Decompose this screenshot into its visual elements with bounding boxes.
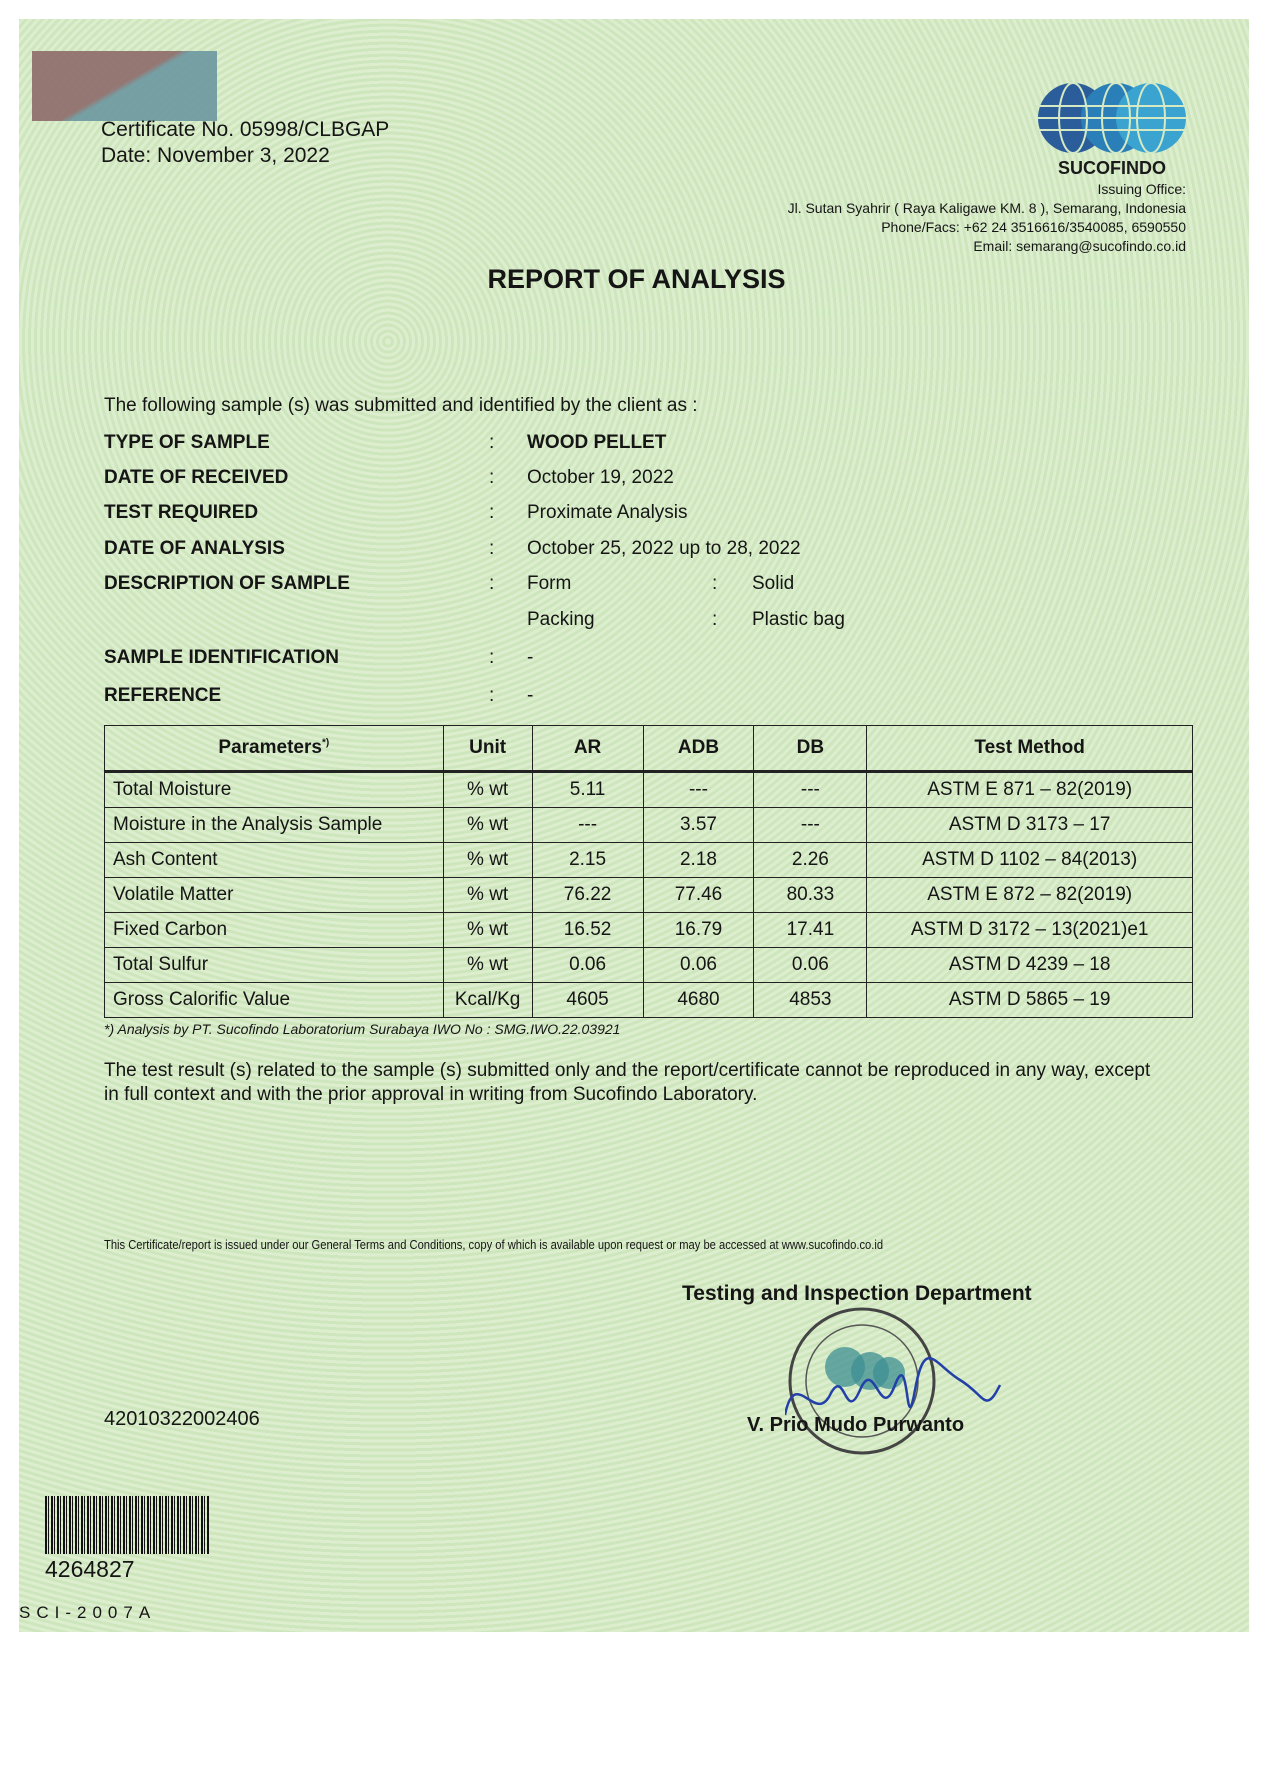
- cell-parameter: Fixed Carbon: [105, 913, 444, 948]
- colon: :: [712, 609, 718, 630]
- cell-unit: % wt: [443, 913, 532, 948]
- security-hologram: [32, 51, 217, 121]
- office-phone: Phone/Facs: +62 24 3516616/3540085, 6590550: [881, 219, 1186, 235]
- terms-text: This Certificate/report is issued under our General Terms and Conditions, copy of which is available upon request or may be accessed at www.sucofindo.co.id: [104, 1237, 884, 1252]
- report-title: REPORT OF ANALYSIS: [487, 264, 786, 294]
- cell-adb-value: 3.57: [643, 808, 754, 843]
- colon: :: [489, 647, 495, 668]
- table-row: [105, 983, 1193, 1018]
- description-packing-value: Plastic bag: [752, 609, 845, 630]
- cell-db-value: 0.06: [754, 948, 867, 983]
- table-row: [105, 772, 1193, 808]
- cell-test-method: ASTM D 3173 – 17: [867, 808, 1193, 843]
- cell-ar-value: 16.52: [532, 913, 643, 948]
- issuing-office: [788, 180, 1186, 256]
- cell-parameter: Volatile Matter: [105, 878, 444, 913]
- disclaimer-text: The test result (s) related to the sample (s) submitted only and the report/certificate cannot be reproduced in any way, except in full context and with the prior approval in writing from Sucofindo Laboratory.: [104, 1060, 1151, 1105]
- cell-unit: % wt: [443, 843, 532, 878]
- certificate-number: Certificate No. 05998/CLBGAP: [101, 118, 390, 141]
- cell-unit: % wt: [443, 948, 532, 983]
- cell-ar-value: 2.15: [532, 843, 643, 878]
- value-test-required: Proximate Analysis: [527, 502, 688, 523]
- label-sample-identification: SAMPLE IDENTIFICATION: [104, 647, 340, 668]
- header-ar: AR: [532, 726, 643, 772]
- description-packing-label: Packing: [527, 609, 595, 630]
- header-unit: Unit: [443, 726, 532, 772]
- cell-db-value: 80.33: [754, 878, 867, 913]
- table-row: [105, 913, 1193, 948]
- cell-adb-value: 2.18: [643, 843, 754, 878]
- intro-text: The following sample (s) was submitted and identified by the client as :: [104, 395, 698, 416]
- cell-ar-value: 4605: [532, 983, 643, 1018]
- cell-test-method: ASTM D 1102 – 84(2013): [867, 843, 1193, 878]
- company-stamp-icon: [785, 1305, 1015, 1465]
- table-row: [105, 843, 1193, 878]
- cell-parameter: Total Sulfur: [105, 948, 444, 983]
- cell-parameter: Ash Content: [105, 843, 444, 878]
- colon: :: [489, 467, 495, 488]
- cell-db-value: ---: [754, 772, 867, 808]
- colon: :: [489, 685, 495, 706]
- cell-test-method: ASTM E 872 – 82(2019): [867, 878, 1193, 913]
- colon: :: [489, 538, 495, 559]
- cell-adb-value: ---: [643, 772, 754, 808]
- description-form-label: Form: [527, 573, 572, 594]
- cell-unit: % wt: [443, 772, 532, 808]
- table-row: [105, 878, 1193, 913]
- cell-parameter: Moisture in the Analysis Sample: [105, 808, 444, 843]
- cell-db-value: 17.41: [754, 913, 867, 948]
- description-form-value: Solid: [752, 573, 795, 594]
- cell-unit: Kcal/Kg: [443, 983, 532, 1018]
- table-row: [105, 948, 1193, 983]
- barcode-icon: [45, 1496, 210, 1554]
- value-reference: -: [527, 685, 534, 706]
- cell-ar-value: 76.22: [532, 878, 643, 913]
- cell-db-value: 4853: [754, 983, 867, 1018]
- label-description: DESCRIPTION OF SAMPLE: [104, 573, 350, 594]
- label-test-required: TEST REQUIRED: [104, 502, 259, 523]
- barcode-number: 4264827: [45, 1556, 135, 1582]
- document-number: 42010322002406: [104, 1408, 260, 1430]
- cell-parameter: Gross Calorific Value: [105, 983, 444, 1018]
- value-type-of-sample: WOOD PELLET: [527, 432, 667, 453]
- form-code: SCI-2007A: [19, 1603, 157, 1622]
- cell-test-method: ASTM D 3172 – 13(2021)e1: [867, 913, 1193, 948]
- header-footnote-mark: *): [321, 737, 330, 749]
- label-type-of-sample: TYPE OF SAMPLE: [104, 432, 270, 453]
- colon: :: [489, 502, 495, 523]
- office-email: Email: semarang@sucofindo.co.id: [973, 238, 1186, 254]
- value-date-received: October 19, 2022: [527, 467, 674, 488]
- label-reference: REFERENCE: [104, 685, 222, 706]
- cell-db-value: 2.26: [754, 843, 867, 878]
- cell-adb-value: 4680: [643, 983, 754, 1018]
- cell-ar-value: 5.11: [532, 772, 643, 808]
- value-date-of-analysis: October 25, 2022 up to 28, 2022: [527, 538, 801, 559]
- analysis-results-table: [104, 725, 1193, 1018]
- header-test-method: Test Method: [867, 726, 1193, 772]
- cell-adb-value: 16.79: [643, 913, 754, 948]
- cell-unit: % wt: [443, 808, 532, 843]
- certificate-date: Date: November 3, 2022: [101, 144, 330, 167]
- label-date-received: DATE OF RECEIVED: [104, 467, 289, 488]
- table-footnote: *) Analysis by PT. Sucofindo Laboratorium Surabaya IWO No : SMG.IWO.22.03921: [104, 1021, 621, 1037]
- issuing-office-label: Issuing Office:: [1097, 181, 1186, 197]
- cell-adb-value: 77.46: [643, 878, 754, 913]
- cell-test-method: ASTM E 871 – 82(2019): [867, 772, 1193, 808]
- signatory-name: V. Prio Mudo Purwanto: [747, 1414, 965, 1436]
- cell-adb-value: 0.06: [643, 948, 754, 983]
- value-sample-identification: -: [527, 647, 534, 668]
- colon: :: [489, 432, 495, 453]
- sucofindo-globe-logo-icon: [1037, 80, 1187, 156]
- cell-test-method: ASTM D 5865 – 19: [867, 983, 1193, 1018]
- table-row: [105, 808, 1193, 843]
- office-address: Jl. Sutan Syahrir ( Raya Kaligawe KM. 8 ), Semarang, Indonesia: [787, 200, 1186, 216]
- header-parameters-text: Parameters: [218, 737, 322, 758]
- header-adb: ADB: [643, 726, 754, 772]
- header-db: DB: [754, 726, 867, 772]
- cell-ar-value: ---: [532, 808, 643, 843]
- sucofindo-logo-text: SUCOFINDO: [1058, 158, 1166, 178]
- cell-test-method: ASTM D 4239 – 18: [867, 948, 1193, 983]
- cell-db-value: ---: [754, 808, 867, 843]
- cell-ar-value: 0.06: [532, 948, 643, 983]
- cell-parameter: Total Moisture: [105, 772, 444, 808]
- label-date-of-analysis: DATE OF ANALYSIS: [104, 538, 285, 559]
- cell-unit: % wt: [443, 878, 532, 913]
- colon: :: [712, 573, 718, 594]
- table-header-row: [105, 726, 1193, 772]
- colon: :: [489, 573, 495, 594]
- department-name: Testing and Inspection Department: [682, 1282, 1032, 1305]
- header-parameters: [105, 726, 444, 772]
